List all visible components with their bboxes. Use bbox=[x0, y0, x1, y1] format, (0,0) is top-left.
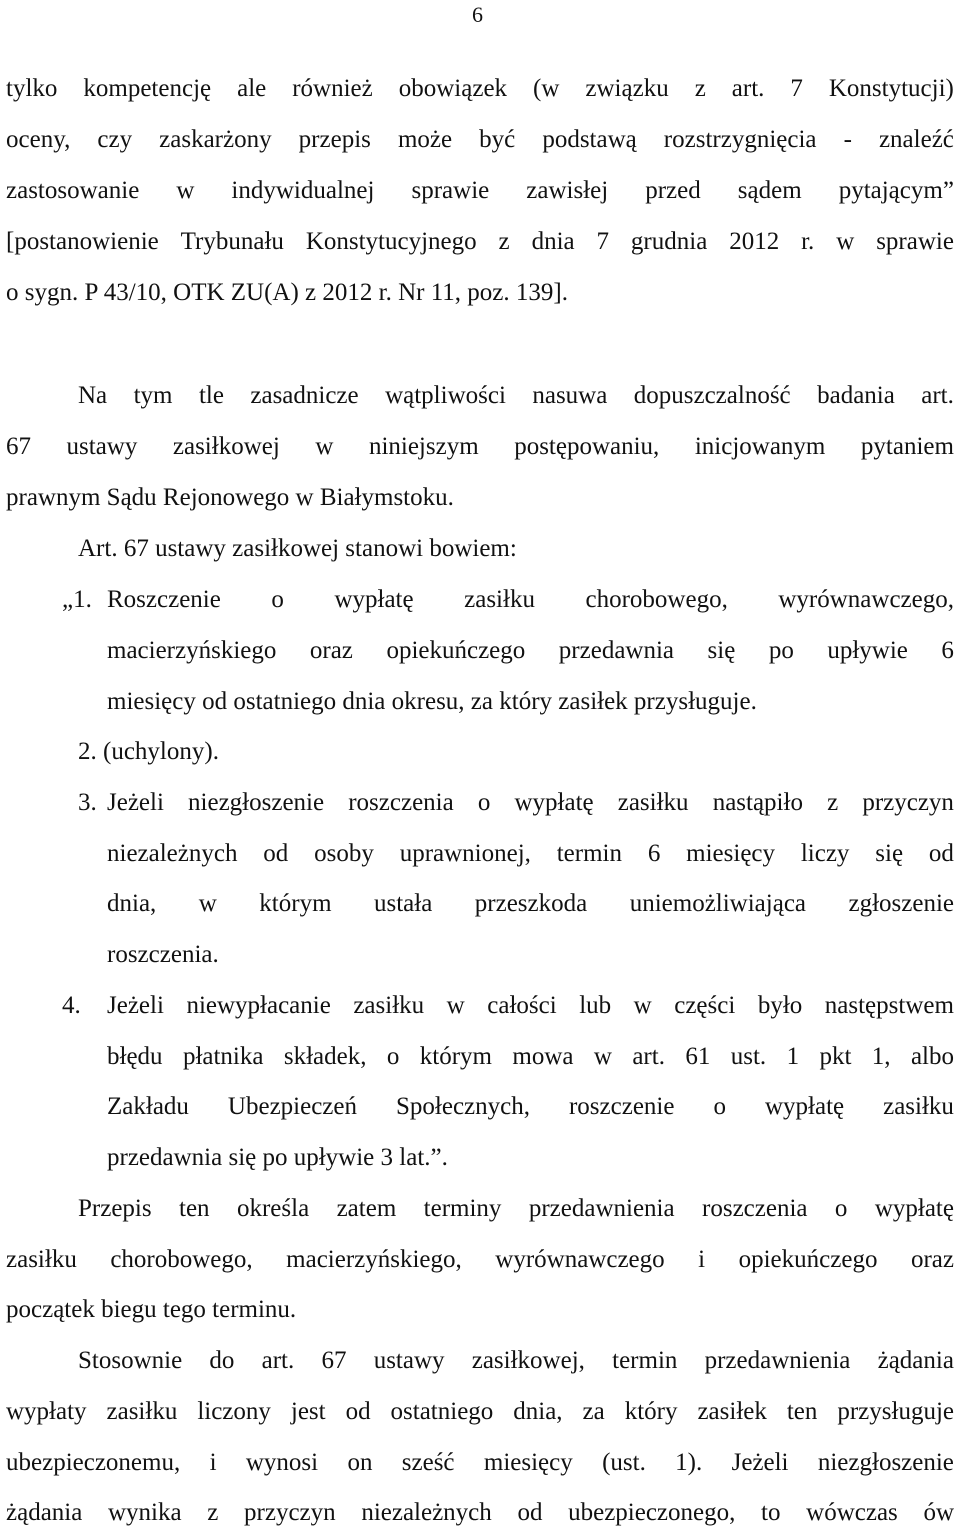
word: nasuwa bbox=[532, 382, 608, 409]
word: ustała bbox=[373, 890, 433, 917]
word: opiekuńczego bbox=[738, 1246, 878, 1273]
word: wypłatę bbox=[874, 1195, 954, 1222]
word: wypłatę bbox=[334, 586, 414, 613]
word: o bbox=[834, 1195, 848, 1222]
word: przedawnia bbox=[558, 637, 675, 664]
word: sprawie bbox=[411, 177, 490, 204]
text-line bbox=[107, 839, 954, 869]
text-line bbox=[107, 585, 954, 615]
word: chorobowego, bbox=[585, 586, 728, 613]
word: być bbox=[479, 126, 516, 153]
word: niezależnych bbox=[107, 840, 238, 867]
word: 1, bbox=[871, 1043, 891, 1070]
word: ubezpieczonego, bbox=[568, 1499, 736, 1526]
word: [postanowienie bbox=[6, 228, 159, 255]
word: przed bbox=[645, 177, 701, 204]
word: ale bbox=[237, 75, 267, 102]
word: z bbox=[694, 75, 706, 102]
word: po bbox=[768, 637, 794, 664]
word: macierzyńskiego bbox=[107, 637, 277, 664]
word: o bbox=[386, 1043, 400, 1070]
word: z bbox=[827, 789, 839, 816]
word: ostatniego bbox=[390, 1398, 494, 1425]
item-2: 2. (uchylony). bbox=[78, 738, 219, 765]
word: oraz bbox=[910, 1246, 954, 1273]
word: (w bbox=[533, 75, 560, 102]
word: zasiłku bbox=[464, 586, 535, 613]
word: tym bbox=[133, 382, 173, 409]
word: zastosowanie bbox=[6, 177, 140, 204]
word: wówczas bbox=[806, 1499, 898, 1526]
word: tle bbox=[198, 382, 224, 409]
word: całości bbox=[487, 992, 557, 1019]
word: 7 bbox=[596, 228, 610, 255]
word: zasiłku bbox=[353, 992, 425, 1019]
word: upływie bbox=[827, 637, 908, 664]
word: za bbox=[582, 1398, 605, 1425]
word: rozstrzygnięcia bbox=[663, 126, 817, 153]
word: czy bbox=[97, 126, 133, 153]
word: w bbox=[176, 177, 195, 204]
word: oceny, bbox=[6, 126, 71, 153]
word: Społecznych, bbox=[396, 1093, 530, 1120]
word: żądania bbox=[6, 1499, 83, 1526]
word: 2012 bbox=[729, 228, 780, 255]
word: do bbox=[209, 1347, 235, 1374]
item-number: 3. bbox=[78, 789, 97, 816]
text-line bbox=[6, 1448, 954, 1478]
word: uprawnionej, bbox=[399, 840, 531, 867]
text-line bbox=[6, 1245, 954, 1275]
word: niewypłacanie bbox=[186, 992, 331, 1019]
word: zasiłku bbox=[106, 1398, 178, 1425]
word: 1). bbox=[675, 1449, 703, 1476]
text-line: miesięcy od ostatniego dnia okresu, za który zasiłek przysługuje. bbox=[107, 688, 757, 715]
word: znaleźć bbox=[878, 126, 954, 153]
word: Jeżeli bbox=[107, 789, 164, 816]
word: ten bbox=[786, 1398, 818, 1425]
word: sześć bbox=[401, 1449, 455, 1476]
word: roszczenie bbox=[568, 1093, 675, 1120]
word: to bbox=[761, 1499, 781, 1526]
word: od bbox=[263, 840, 289, 867]
word: liczony bbox=[197, 1398, 271, 1425]
word: sprawie bbox=[876, 228, 954, 255]
word: opiekuńczego bbox=[386, 637, 526, 664]
word: ów bbox=[923, 1499, 954, 1526]
text-line bbox=[78, 381, 954, 411]
word: z bbox=[207, 1499, 219, 1526]
word: dnia, bbox=[107, 890, 157, 917]
word: Stosownie bbox=[78, 1347, 183, 1374]
word: wypłatę bbox=[764, 1093, 845, 1120]
word: błędu bbox=[107, 1043, 163, 1070]
word: 6 bbox=[647, 840, 661, 867]
word: przedawnienia bbox=[704, 1347, 851, 1374]
word: o bbox=[713, 1093, 726, 1120]
word: o bbox=[271, 586, 284, 613]
text-line bbox=[107, 889, 954, 919]
text-line bbox=[6, 74, 954, 104]
word: się bbox=[875, 840, 904, 867]
word: kompetencję bbox=[83, 75, 212, 102]
word: dopuszczalność bbox=[633, 382, 791, 409]
word: ustawy bbox=[373, 1347, 445, 1374]
word: zgłoszenie bbox=[848, 890, 954, 917]
page-number: 6 bbox=[472, 2, 483, 27]
word: związku bbox=[585, 75, 669, 102]
word: termin bbox=[556, 840, 622, 867]
word: części bbox=[674, 992, 736, 1019]
word: zasiłku bbox=[6, 1246, 77, 1273]
word: miesięcy bbox=[686, 840, 776, 867]
word: zasiłkowej bbox=[172, 433, 280, 460]
word: przyczyn bbox=[862, 789, 954, 816]
word: postępowaniu, bbox=[514, 433, 660, 460]
word: w bbox=[593, 1043, 612, 1070]
word: zasiłkowej, bbox=[471, 1347, 585, 1374]
word: art. bbox=[632, 1043, 665, 1070]
word: Konstytucji) bbox=[828, 75, 954, 102]
word: przeszkoda bbox=[474, 890, 588, 917]
word: w bbox=[315, 433, 334, 460]
word: następstwem bbox=[824, 992, 954, 1019]
word: od bbox=[928, 840, 954, 867]
word: roszczenia bbox=[702, 1195, 808, 1222]
word: lub bbox=[579, 992, 612, 1019]
word: Zakładu bbox=[107, 1093, 189, 1120]
text-line bbox=[6, 432, 954, 462]
word: składek, bbox=[283, 1043, 367, 1070]
word: 67 bbox=[321, 1347, 347, 1374]
word: inicjowanym bbox=[694, 433, 826, 460]
word: może bbox=[397, 126, 453, 153]
word: wypłatę bbox=[514, 789, 594, 816]
word: zasiłek bbox=[697, 1398, 767, 1425]
word: przysługuje bbox=[837, 1398, 954, 1425]
word: Konstytucyjnego bbox=[305, 228, 477, 255]
word: podstawą bbox=[542, 126, 637, 153]
word: było bbox=[757, 992, 803, 1019]
word: Na bbox=[78, 382, 108, 409]
word: zawisłej bbox=[526, 177, 609, 204]
word: - bbox=[843, 126, 852, 153]
word: 61 bbox=[685, 1043, 711, 1070]
text-line bbox=[78, 1346, 954, 1376]
text-line bbox=[107, 636, 954, 666]
word: 1 bbox=[786, 1043, 800, 1070]
text-line: początek biegu tego terminu. bbox=[6, 1296, 297, 1323]
word: w bbox=[633, 992, 652, 1019]
word: 6 bbox=[941, 637, 954, 664]
word: oraz bbox=[309, 637, 353, 664]
text-line: prawnym Sądu Rejonowego w Białymstoku. bbox=[6, 484, 454, 511]
word: albo bbox=[910, 1043, 954, 1070]
word: Roszczenie bbox=[107, 586, 221, 613]
text-line bbox=[107, 1092, 954, 1122]
word: zatem bbox=[336, 1195, 397, 1222]
word: pkt bbox=[819, 1043, 852, 1070]
text-line bbox=[6, 227, 954, 257]
word: ustawy bbox=[66, 433, 138, 460]
word: niezgłoszenie bbox=[188, 789, 325, 816]
word: wątpliwości bbox=[385, 382, 506, 409]
word: w bbox=[836, 228, 855, 255]
word: Trybunału bbox=[180, 228, 284, 255]
word: wyrównawczego, bbox=[778, 586, 954, 613]
text-line: przedawnia się po upływie 3 lat.”. bbox=[107, 1144, 448, 1171]
word: o bbox=[477, 789, 491, 816]
word: i bbox=[209, 1449, 217, 1476]
word: Jeżeli bbox=[107, 992, 164, 1019]
word: 67 bbox=[6, 433, 31, 460]
word: dnia bbox=[531, 228, 575, 255]
word: zasadnicze bbox=[250, 382, 359, 409]
word: się bbox=[707, 637, 736, 664]
word: mowa bbox=[512, 1043, 574, 1070]
word: również bbox=[292, 75, 373, 102]
word: w bbox=[446, 992, 465, 1019]
text-line bbox=[107, 1042, 954, 1072]
word: niezależnych bbox=[361, 1499, 492, 1526]
word: osoby bbox=[314, 840, 374, 867]
word: od bbox=[345, 1398, 371, 1425]
text-line bbox=[107, 788, 954, 818]
word: macierzyńskiego, bbox=[286, 1246, 462, 1273]
text-line bbox=[107, 991, 954, 1021]
word: ten bbox=[179, 1195, 210, 1222]
word: on bbox=[347, 1449, 373, 1476]
word: przyczyn bbox=[244, 1499, 336, 1526]
word: przepis bbox=[298, 126, 371, 153]
word: art. bbox=[261, 1347, 295, 1374]
word: wynika bbox=[108, 1499, 182, 1526]
text-line bbox=[6, 176, 954, 206]
word: sądem bbox=[737, 177, 802, 204]
word: zaskarżony bbox=[159, 126, 272, 153]
word: przedawnienia bbox=[528, 1195, 675, 1222]
word: roszczenia bbox=[348, 789, 454, 816]
word: Przepis bbox=[78, 1195, 152, 1222]
word: w bbox=[198, 890, 217, 917]
text-line bbox=[6, 1498, 954, 1528]
text-line bbox=[78, 1194, 954, 1224]
item-number: 4. bbox=[62, 992, 81, 1019]
word: uniemożliwiająca bbox=[629, 890, 807, 917]
word: tylko bbox=[6, 75, 58, 102]
word: którym bbox=[259, 890, 332, 917]
word: pytającym” bbox=[838, 177, 954, 204]
word: niniejszym bbox=[368, 433, 479, 460]
word: termin bbox=[612, 1347, 678, 1374]
word: wynosi bbox=[245, 1449, 319, 1476]
word: Jeżeli bbox=[731, 1449, 789, 1476]
word: r. bbox=[801, 228, 815, 255]
text-line: roszczenia. bbox=[107, 941, 219, 968]
word: niezgłoszenie bbox=[817, 1449, 954, 1476]
word: badania bbox=[817, 382, 895, 409]
text-line bbox=[6, 1397, 954, 1427]
item-number: „1. bbox=[62, 586, 92, 613]
word: liczy bbox=[800, 840, 850, 867]
word: z bbox=[498, 228, 510, 255]
word: wypłaty bbox=[6, 1398, 87, 1425]
word: zasiłku bbox=[617, 789, 689, 816]
word: 7 bbox=[790, 75, 803, 102]
text-line: o sygn. P 43/10, OTK ZU(A) z 2012 r. Nr 11, poz. 139]. bbox=[6, 279, 568, 306]
word: chorobowego, bbox=[110, 1246, 253, 1273]
word: od bbox=[517, 1499, 543, 1526]
word: grudnia bbox=[630, 228, 708, 255]
word: miesięcy bbox=[483, 1449, 573, 1476]
word: określa bbox=[236, 1195, 310, 1222]
word: pytaniem bbox=[860, 433, 954, 460]
word: terminy bbox=[423, 1195, 502, 1222]
word: jest bbox=[290, 1398, 326, 1425]
word: indywidualnej bbox=[231, 177, 375, 204]
word: i bbox=[698, 1246, 706, 1273]
word: żądania bbox=[877, 1347, 954, 1374]
word: ust. bbox=[730, 1043, 767, 1070]
word: który bbox=[624, 1398, 678, 1425]
word: dnia, bbox=[513, 1398, 563, 1425]
word: art. bbox=[731, 75, 765, 102]
word: art. bbox=[921, 382, 954, 409]
word: obowiązek bbox=[398, 75, 508, 102]
word: zasiłku bbox=[883, 1093, 954, 1120]
text-line bbox=[6, 125, 954, 155]
word: nastąpiło bbox=[712, 789, 803, 816]
word: którym bbox=[419, 1043, 492, 1070]
word: wyrównawczego bbox=[495, 1246, 665, 1273]
word: ubezpieczonemu, bbox=[6, 1449, 181, 1476]
word: Ubezpieczeń bbox=[227, 1093, 357, 1120]
word: (ust. bbox=[602, 1449, 646, 1476]
quote-intro: Art. 67 ustawy zasiłkowej stanowi bowiem: bbox=[78, 535, 517, 562]
word: płatnika bbox=[182, 1043, 264, 1070]
